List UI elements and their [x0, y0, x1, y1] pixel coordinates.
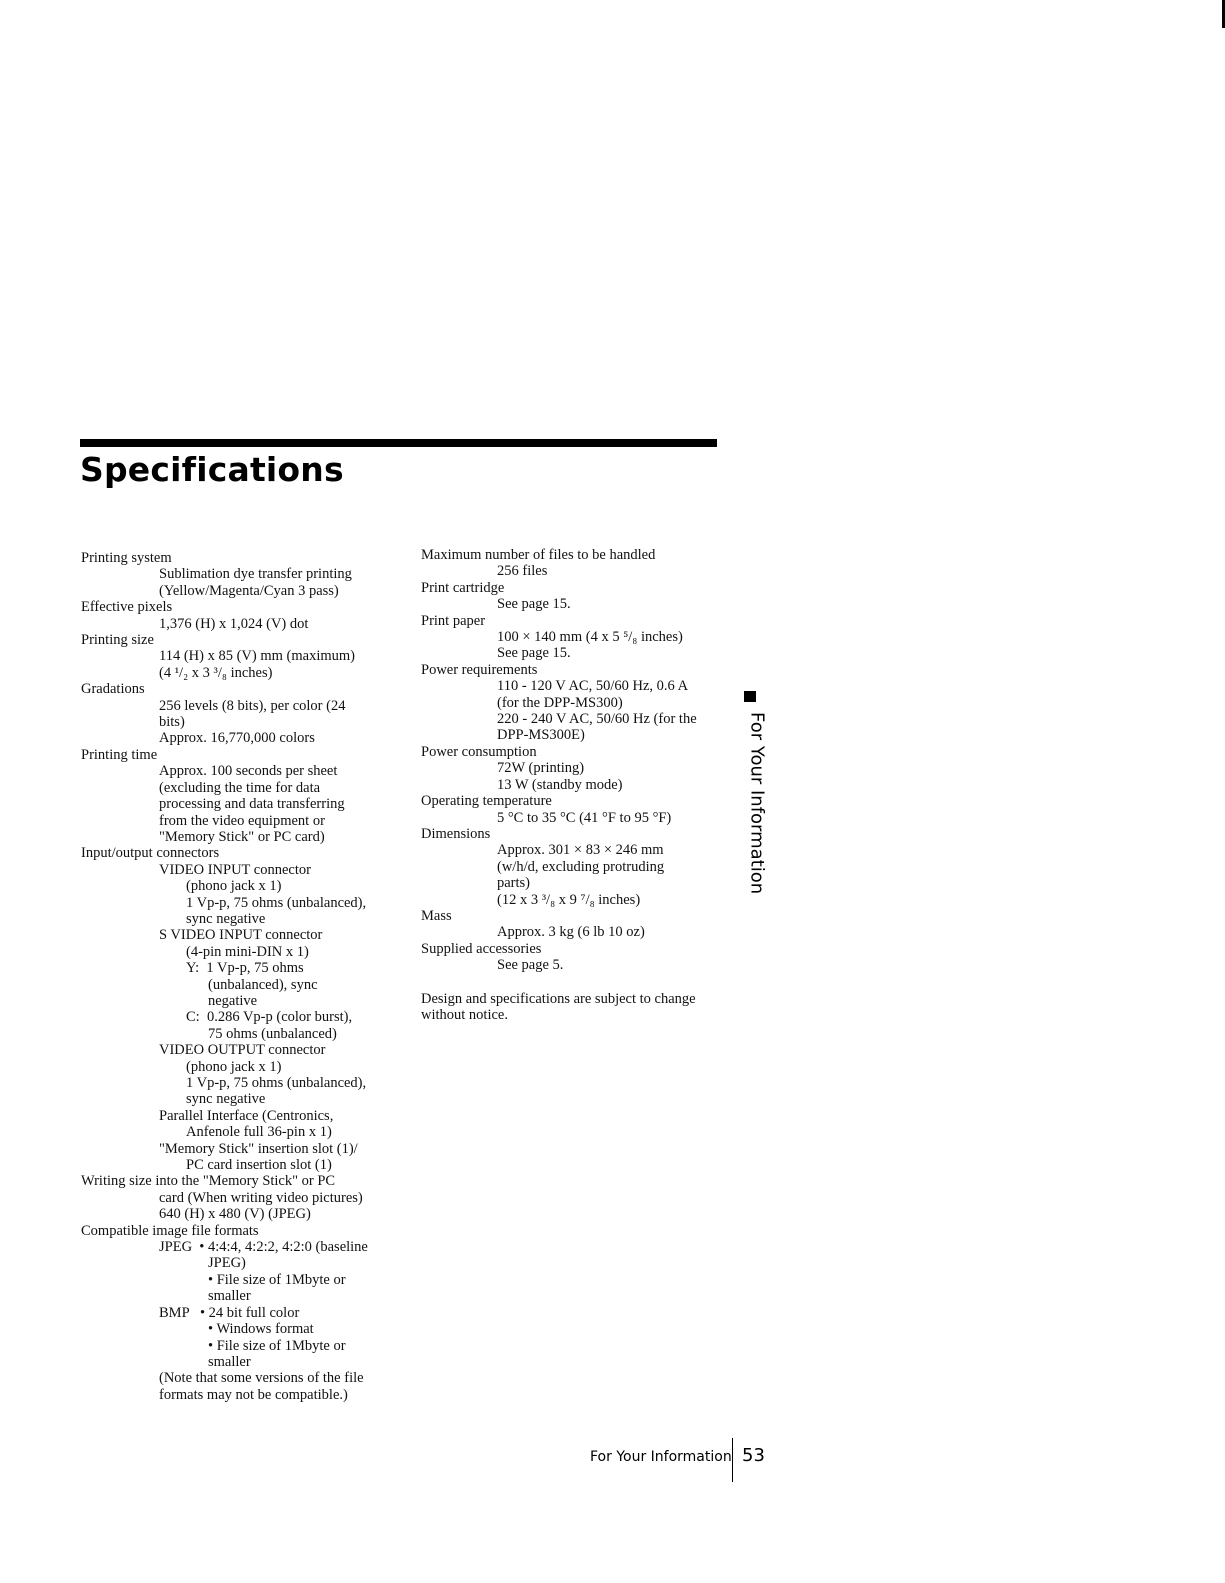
- spec-value: 13 W (standby mode): [497, 776, 623, 793]
- spec-value: (Note that some versions of the file: [159, 1370, 364, 1387]
- spec-value: bits): [159, 714, 185, 731]
- spec-value: 256 files: [497, 563, 548, 580]
- spec-value: JPEG • 4:4:4, 4:2:2, 4:2:0 (baseline: [159, 1239, 368, 1256]
- spec-value: C: 0.286 Vp-p (color burst),: [186, 1009, 353, 1026]
- spec-heading: Operating temperature: [421, 793, 552, 810]
- footer-section-label: For Your Information: [590, 1449, 732, 1465]
- spec-value: 75 ohms (unbalanced): [208, 1025, 337, 1042]
- spec-value: Sublimation dye transfer printing: [159, 566, 352, 583]
- spec-value: smaller: [208, 1288, 251, 1305]
- spec-value: (12 x 3 ³/₈ x 9 ⁷/₈ inches): [497, 891, 641, 908]
- section-tab-label: For Your Information: [746, 712, 768, 895]
- specs-left-column: [81, 550, 401, 1403]
- spec-value: (4-pin mini-DIN x 1): [186, 943, 309, 960]
- spec-value: VIDEO INPUT connector: [159, 861, 311, 878]
- spec-heading: Printing time: [81, 746, 158, 763]
- spec-value: (excluding the time for data: [159, 779, 321, 796]
- spec-value: from the video equipment or: [159, 812, 325, 829]
- spec-value: See page 15.: [497, 596, 571, 613]
- spec-value: Anfenole full 36-pin x 1): [186, 1124, 332, 1141]
- spec-heading: Effective pixels: [81, 599, 173, 616]
- spec-value: See page 15.: [497, 645, 571, 662]
- page-number: 53: [742, 1445, 765, 1466]
- spec-value: negative: [208, 992, 258, 1009]
- spec-value: "Memory Stick" or PC card): [159, 828, 325, 845]
- spec-value: • File size of 1Mbyte or: [208, 1337, 346, 1354]
- spec-value: (4 ¹/₂ x 3 ³/₈ inches): [159, 664, 273, 681]
- notice-line: without notice.: [421, 1006, 508, 1023]
- spec-value: BMP • 24 bit full color: [159, 1304, 300, 1321]
- spec-value: Parallel Interface (Centronics,: [159, 1107, 334, 1124]
- spec-value: S VIDEO INPUT connector: [159, 927, 323, 944]
- notice-line: Design and specifications are subject to change: [421, 990, 696, 1007]
- spec-heading: Maximum number of files to be handled: [421, 547, 656, 563]
- spec-value: "Memory Stick" insertion slot (1)/: [159, 1140, 358, 1157]
- spec-value: smaller: [208, 1353, 251, 1370]
- section-tab-marker: [744, 691, 756, 702]
- spec-value: See page 5.: [497, 957, 564, 974]
- footer-divider: [732, 1438, 733, 1482]
- spec-value: 1,376 (H) x 1,024 (V) dot: [159, 615, 309, 632]
- spec-value: Approx. 100 seconds per sheet: [159, 763, 338, 780]
- spec-value: • Windows format: [208, 1321, 314, 1338]
- spec-value: card (When writing video pictures): [159, 1189, 363, 1206]
- spec-heading: Power consumption: [421, 743, 537, 760]
- spec-heading: Gradations: [81, 681, 145, 698]
- spec-value: 256 levels (8 bits), per color (24: [159, 697, 346, 714]
- spec-heading: Mass: [421, 907, 452, 924]
- spec-value: PC card insertion slot (1): [186, 1157, 332, 1174]
- spec-heading: Printing system: [81, 550, 172, 566]
- spec-value: (phono jack x 1): [186, 878, 282, 895]
- spec-heading: Dimensions: [421, 825, 491, 842]
- spec-heading: Input/output connectors: [81, 845, 220, 862]
- spec-value: (w/h/d, excluding protruding: [497, 858, 665, 875]
- spec-value: Approx. 301 × 83 × 246 mm: [497, 842, 664, 859]
- title-rule: [80, 439, 717, 447]
- specs-right-column: [421, 547, 721, 1023]
- spec-value: (for the DPP-MS300): [497, 694, 623, 711]
- specs-right-list: [421, 547, 721, 974]
- spec-value: Approx. 3 kg (6 lb 10 oz): [497, 924, 645, 941]
- spec-value: Y: 1 Vp-p, 75 ohms: [186, 960, 304, 977]
- spec-value: (phono jack x 1): [186, 1058, 282, 1075]
- spec-value: 100 × 140 mm (4 x 5 ⁵/₈ inches): [497, 629, 683, 646]
- spec-value: sync negative: [186, 1091, 266, 1108]
- spec-heading: Print cartridge: [421, 579, 505, 596]
- spec-value: VIDEO OUTPUT connector: [159, 1042, 326, 1059]
- spec-value: JPEG): [208, 1255, 246, 1272]
- spec-value: • File size of 1Mbyte or: [208, 1271, 346, 1288]
- spec-heading: Print paper: [421, 612, 486, 629]
- spec-value: (Yellow/Magenta/Cyan 3 pass): [159, 582, 339, 599]
- spec-value: 1 Vp-p, 75 ohms (unbalanced),: [186, 894, 367, 911]
- spec-value: DPP-MS300E): [497, 727, 585, 744]
- change-notice: [421, 991, 721, 1024]
- spec-value: 640 (H) x 480 (V) (JPEG): [159, 1206, 311, 1223]
- spec-heading: Power requirements: [421, 661, 538, 678]
- spec-heading: Supplied accessories: [421, 940, 542, 957]
- spec-heading: Printing size: [81, 632, 154, 649]
- spec-value: processing and data transferring: [159, 796, 345, 813]
- spec-value: 114 (H) x 85 (V) mm (maximum): [159, 648, 355, 665]
- spec-value: 5 °C to 35 °C (41 °F to 95 °F): [497, 809, 672, 826]
- spec-value: sync negative: [186, 910, 266, 927]
- spec-value: 1 Vp-p, 75 ohms (unbalanced),: [186, 1075, 367, 1091]
- spec-heading: Writing size into the "Memory Stick" or PC: [81, 1173, 336, 1190]
- section-tab: [727, 712, 787, 902]
- spec-value: formats may not be compatible.): [159, 1386, 348, 1403]
- spec-value: (unbalanced), sync: [208, 976, 318, 993]
- page-title: Specifications: [80, 450, 344, 489]
- spec-value: 72W (printing): [497, 760, 585, 777]
- spec-value: Approx. 16,770,000 colors: [159, 730, 315, 747]
- spec-value: parts): [497, 875, 531, 892]
- spec-heading: Compatible image file formats: [81, 1222, 259, 1239]
- spec-value: 220 - 240 V AC, 50/60 Hz (for the: [497, 711, 697, 728]
- spec-value: 110 - 120 V AC, 50/60 Hz, 0.6 A: [497, 678, 689, 695]
